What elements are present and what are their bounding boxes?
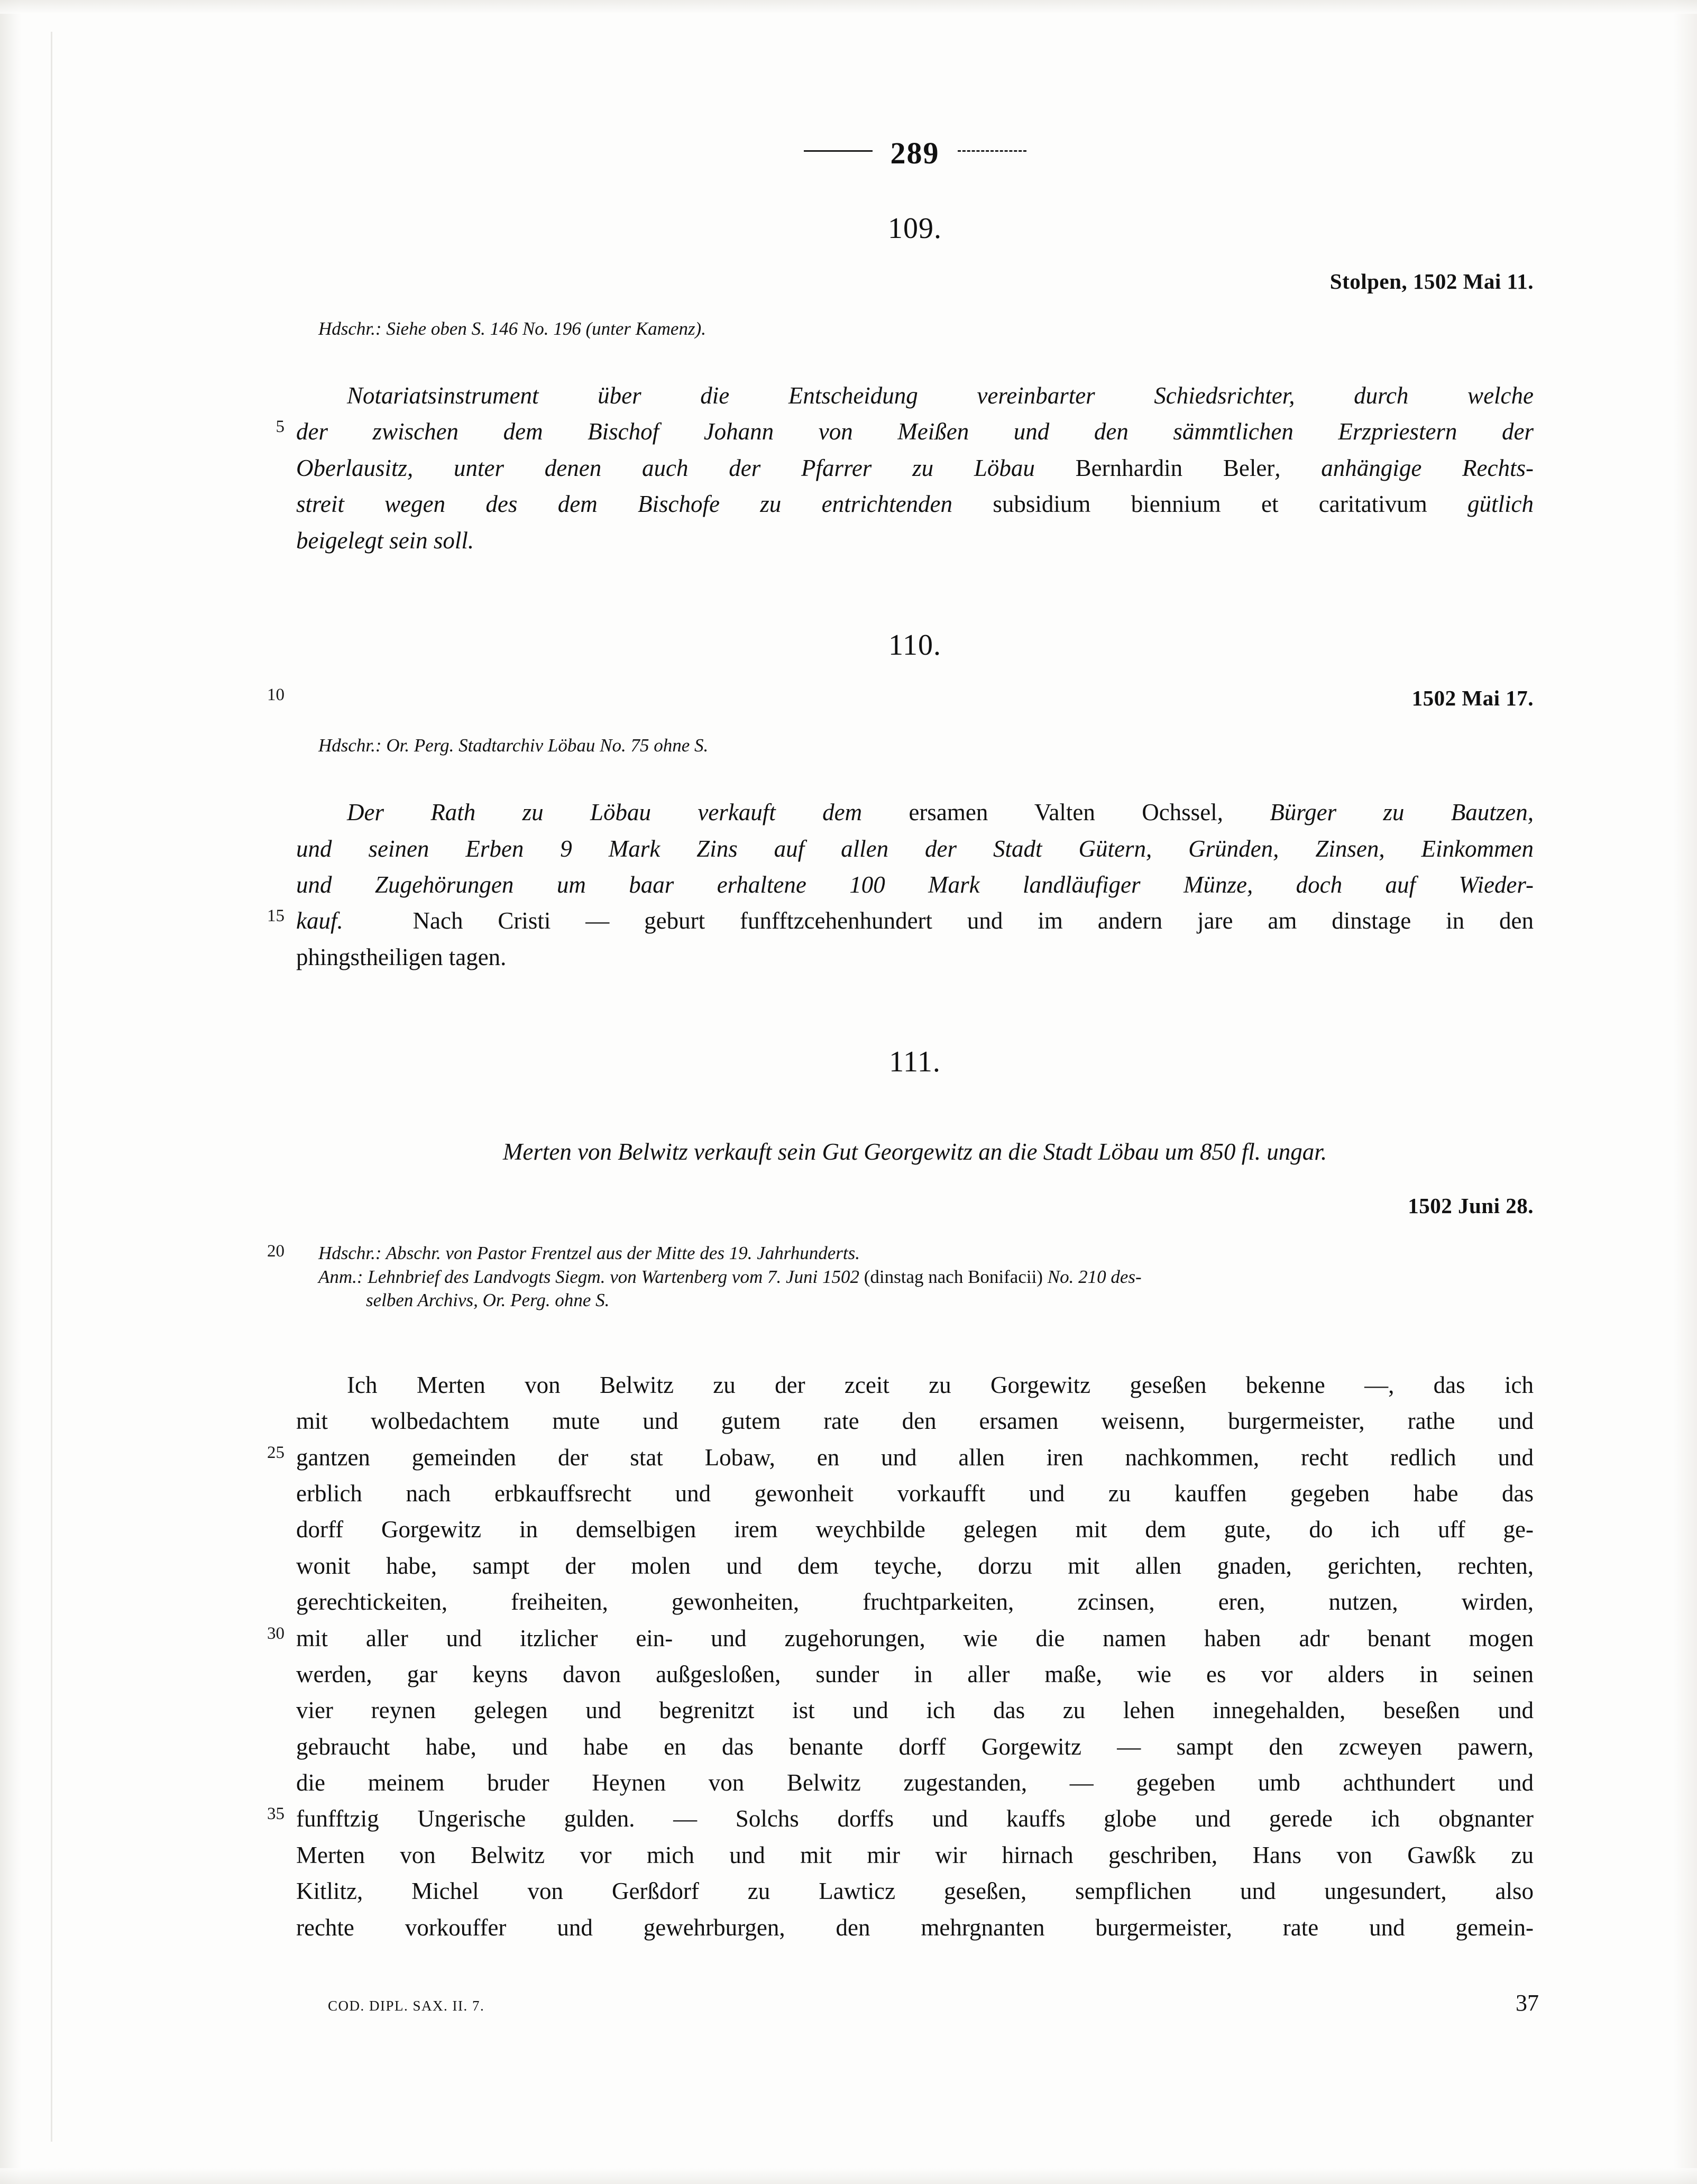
margin-line-number: 15	[267, 906, 285, 926]
folio-number: 289	[890, 136, 940, 171]
charter-number-109: 109.	[888, 212, 942, 245]
charter-datum-111: 1502 Juni 28.	[1408, 1194, 1534, 1218]
binding-edge-line	[51, 32, 52, 2142]
datum-row-110	[267, 685, 1534, 711]
body-line: Ich Merten von Belwitz zu der zceit zu Gorgewitz geseßen bekenne —, das ich	[347, 1371, 1534, 1398]
margin-line-number: 30	[267, 1623, 285, 1643]
regest-111: Merten von Belwitz verkauft sein Gut Georgewitz an die Stadt Löbau um 850 fl. ungar.	[502, 1139, 1327, 1166]
text-block	[267, 0, 1534, 1946]
margin-line-number: 35	[267, 1804, 285, 1824]
source-note-row-111	[267, 1242, 1534, 1265]
body-line: vier reynen gelegen und begrenitzt ist und ich das zu lehen innegehalden, beseßen und	[296, 1697, 1534, 1724]
body-line: werden, gar keyns davon außgesloßen, sunder in aller maße, wie es vor alders in seinen	[296, 1660, 1534, 1687]
body-line: 35 funfftzig Ungerische gulden. — Solchs dorffs und kauffs globe und gerede ich obgnanter	[296, 1801, 1534, 1837]
source-note-109: Hdschr.: Siehe oben S. 146 No. 196 (unter Kamenz).	[318, 318, 706, 339]
regest-line: und seinen Erben 9 Mark Zins auf allen der Stadt Gütern, Gründen, Zinsen, Einkommen	[296, 835, 1534, 862]
regest-109	[276, 378, 1534, 558]
body-line: gebraucht habe, und habe en das benante dorff Gorgewitz — sampt den zcweyen pawern,	[296, 1733, 1534, 1760]
body-line: Merten von Belwitz vor mich und mit mir wir hirnach geschriben, Hans von Gawßk zu	[296, 1841, 1534, 1868]
charter-entry-109	[276, 212, 1534, 558]
margin-line-number: 10	[267, 685, 285, 705]
charter-number-110: 110.	[888, 629, 941, 662]
body-line: erblich nach erbkauffsrecht und gewonheit vorkaufft und zu kauffen gegeben habe das	[296, 1480, 1534, 1507]
source-note-110: Hdschr.: Or. Perg. Stadtarchiv Löbau No. 75 ohne S.	[318, 735, 709, 756]
body-line: dorff Gorgewitz in demselbigen irem weychbilde gelegen mit dem gute, do ich uff ge-	[296, 1516, 1534, 1543]
body-line: 30 mit aller und itzlicher ein- und zugehorungen, wie die namen haben adr benant mogen	[296, 1620, 1534, 1656]
body-line: 25 gantzen gemeinden der stat Lobaw, en und allen iren nachkommen, recht redlich und	[296, 1439, 1534, 1475]
charter-datum-109: Stolpen, 1502 Mai 11.	[1329, 269, 1534, 293]
body-line: die meinem bruder Heynen von Belwitz zugestanden, — gegeben umb achthundert und	[296, 1769, 1534, 1796]
scan-edge-left	[0, 0, 21, 2184]
margin-line-number: 5	[276, 417, 285, 437]
sheet-signature-number: 37	[1516, 1990, 1539, 2016]
charter-entry-110	[267, 628, 1534, 975]
charter-entry-111	[267, 1045, 1534, 1946]
regest-line: phingstheiligen tagen.	[296, 943, 507, 970]
regest-line: und Zugehörungen um baar erhaltene 100 Mark landläufiger Münze, doch auf Wieder-	[296, 871, 1534, 898]
body-line: rechte vorkouffer und gewehrburgen, den mehrgnanten burgermeister, rate und gemein-	[296, 1914, 1534, 1941]
body-line: mit wolbedachtem mute und gutem rate den ersamen weisenn, burgermeister, rathe und	[296, 1408, 1534, 1435]
body-line: Kitlitz, Michel von Gerßdorf zu Lawticz geseßen, sempflichen und ungesundert, also	[296, 1878, 1534, 1905]
regest-line: 15 kauf. Nach Cristi — geburt funfftzcehenhundert und im andern jare am dinstage in den	[296, 903, 1534, 939]
regest-line: beigelegt sein soll.	[296, 527, 474, 554]
regest-line: 5 der zwischen dem Bischof Johann von Meißen und den sämmtlichen Erzpriestern der	[296, 414, 1534, 449]
margin-line-number: 25	[267, 1443, 285, 1462]
charter-number-111: 111.	[889, 1045, 941, 1079]
margin-line-number: 20	[267, 1242, 285, 1261]
scan-edge-right	[1674, 0, 1697, 2184]
regest-line: Notariatsinstrument über die Entscheidung vereinbarter Schiedsrichter, durch welche	[347, 382, 1534, 409]
source-note-111: Hdschr.: Abschr. von Pastor Frentzel aus der Mitte des 19. Jahrhunderts.	[318, 1243, 860, 1264]
volume-signature: COD. DIPL. SAX. II. 7.	[328, 1998, 485, 2014]
body-line: gerechtickeiten, freiheiten, gewonheiten, fruchtparkeiten, zcinsen, eren, nutzen, wirden,	[296, 1589, 1534, 1616]
body-line: wonit habe, sampt der molen und dem teyche, dorzu mit allen gnaden, gerichten, rechten,	[296, 1552, 1534, 1579]
annotation-111-cont: selben Archivs, Or. Perg. ohne S.	[366, 1289, 610, 1310]
charter-body-111	[267, 1367, 1534, 1946]
regest-line: streit wegen des dem Bischofe zu entrichtenden subsidium biennium et caritativum gütlich	[296, 491, 1534, 518]
regest-110	[267, 794, 1534, 975]
regest-line: Oberlausitz, unter denen auch der Pfarrer zu Löbau Bernhardin Beler, anhängige Rechts-	[296, 454, 1534, 481]
charter-datum-110: 1502 Mai 17.	[1411, 686, 1534, 711]
regest-line: Der Rath zu Löbau verkauft dem ersamen Valten Ochssel, Bürger zu Bautzen,	[347, 799, 1534, 826]
page-footer	[328, 1989, 1539, 2016]
scan-edge-bottom	[0, 2168, 1697, 2184]
annotation-111: Anm.: Lehnbrief des Landvogts Siegm. von Wartenberg vom 7. Juni 1502 (dinstag nach Bonifacii) No. 210 des-	[318, 1266, 1142, 1287]
